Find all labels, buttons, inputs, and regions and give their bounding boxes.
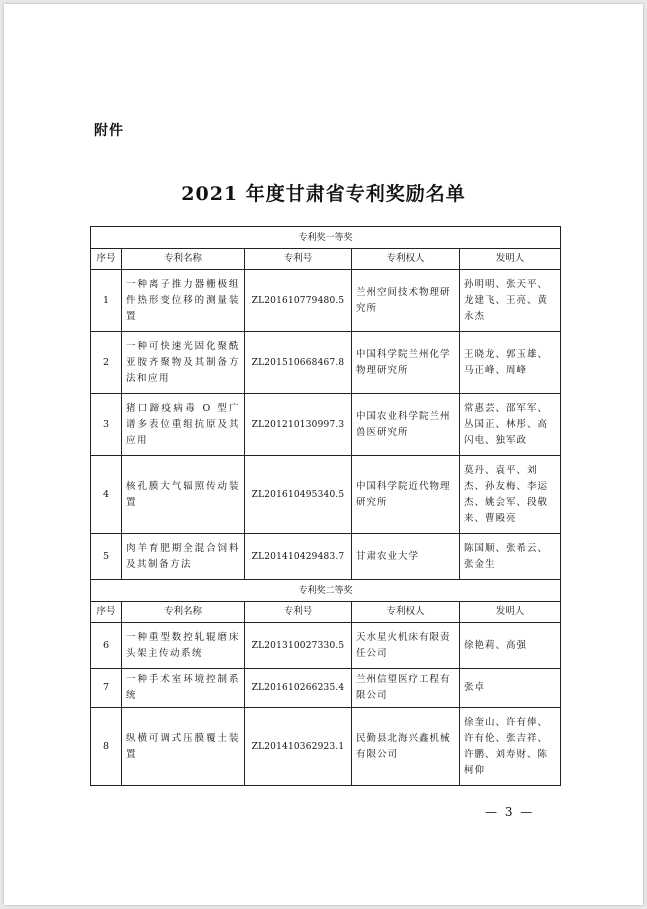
inventors: 徐艳莉、高强 — [460, 623, 561, 669]
row-number: 6 — [91, 623, 122, 669]
patent-number: ZL201610779480.5 — [245, 270, 352, 332]
table-row — [91, 534, 561, 580]
inventors: 莫丹、袁平、刘杰、孙友梅、李运杰、姚会军、段敬来、曹殿亮 — [460, 456, 561, 534]
page-number: — 3 — — [485, 805, 535, 819]
inventors: 张卓 — [460, 669, 561, 708]
row-number: 8 — [91, 708, 122, 786]
table-row — [91, 270, 561, 332]
column-header-row — [91, 249, 561, 270]
patent-number: ZL201310027330.5 — [245, 623, 352, 669]
document-title: 2021 年度甘肃省专利奖励名单 — [181, 183, 466, 205]
patent-owner: 兰州信望医疗工程有限公司 — [352, 669, 460, 708]
patent-number: ZL201510668467.8 — [245, 332, 352, 394]
column-header: 发明人 — [460, 602, 561, 623]
row-number: 3 — [91, 394, 122, 456]
table-body — [91, 227, 561, 786]
row-number: 2 — [91, 332, 122, 394]
patent-owner: 天水星火机床有限责任公司 — [352, 623, 460, 669]
patent-award-table — [90, 226, 561, 786]
table-row — [91, 708, 561, 786]
table-row — [91, 456, 561, 534]
patent-owner: 甘肃农业大学 — [352, 534, 460, 580]
patent-number: ZL201210130997.3 — [245, 394, 352, 456]
column-header: 序号 — [91, 602, 122, 623]
patent-owner: 中国农业科学院兰州兽医研究所 — [352, 394, 460, 456]
patent-owner: 中国科学院近代物理研究所 — [352, 456, 460, 534]
column-header: 专利号 — [245, 249, 352, 270]
patent-number: ZL201410429483.7 — [245, 534, 352, 580]
patent-name: 一种离子推力器栅极组件热形变位移的测量装置 — [122, 270, 245, 332]
patent-name: 核孔膜大气辐照传动装置 — [122, 456, 245, 534]
document-page — [4, 4, 643, 905]
row-number: 7 — [91, 669, 122, 708]
patent-number: ZL201410362923.1 — [245, 708, 352, 786]
inventors: 王晓龙、郭玉雄、马正峰、周峰 — [460, 332, 561, 394]
inventors: 孙明明、张天平、龙建飞、王亮、黄永杰 — [460, 270, 561, 332]
patent-number: ZL201610495340.5 — [245, 456, 352, 534]
table-row — [91, 332, 561, 394]
section-heading-row — [91, 227, 561, 249]
row-number: 5 — [91, 534, 122, 580]
patent-owner: 民勤县北海兴鑫机械有限公司 — [352, 708, 460, 786]
table-row — [91, 394, 561, 456]
column-header: 专利名称 — [122, 249, 245, 270]
inventors: 徐奎山、许有俸、许有伦、张吉祥、许鹏、刘寿财、陈柯仰 — [460, 708, 561, 786]
column-header: 专利权人 — [352, 249, 460, 270]
column-header: 专利号 — [245, 602, 352, 623]
section-heading: 专利奖一等奖 — [91, 227, 561, 249]
patent-name: 一种可快速光固化聚酰亚胺齐聚物及其制备方法和应用 — [122, 332, 245, 394]
patent-name: 一种手术室环境控制系统 — [122, 669, 245, 708]
section-heading-row — [91, 580, 561, 602]
inventors: 常惠芸、邵军军、丛国正、林彤、高闪电、独军政 — [460, 394, 561, 456]
column-header: 专利名称 — [122, 602, 245, 623]
section-heading: 专利奖二等奖 — [91, 580, 561, 602]
attachment-label: 附件 — [94, 123, 124, 139]
column-header: 序号 — [91, 249, 122, 270]
column-header: 发明人 — [460, 249, 561, 270]
table-row — [91, 669, 561, 708]
patent-name: 纵横可调式压膜覆土装置 — [122, 708, 245, 786]
patent-name: 猪口蹄疫病毒 O 型广谱多表位重组抗原及其应用 — [122, 394, 245, 456]
table-row — [91, 623, 561, 669]
row-number: 1 — [91, 270, 122, 332]
column-header: 专利权人 — [352, 602, 460, 623]
row-number: 4 — [91, 456, 122, 534]
patent-owner: 兰州空间技术物理研究所 — [352, 270, 460, 332]
column-header-row — [91, 602, 561, 623]
patent-number: ZL201610266235.4 — [245, 669, 352, 708]
inventors: 陈国顺、张希云、张金生 — [460, 534, 561, 580]
patent-name: 一种重型数控轧辊磨床头架主传动系统 — [122, 623, 245, 669]
patent-name: 肉羊育肥期全混合饲料及其制备方法 — [122, 534, 245, 580]
patent-owner: 中国科学院兰州化学物理研究所 — [352, 332, 460, 394]
